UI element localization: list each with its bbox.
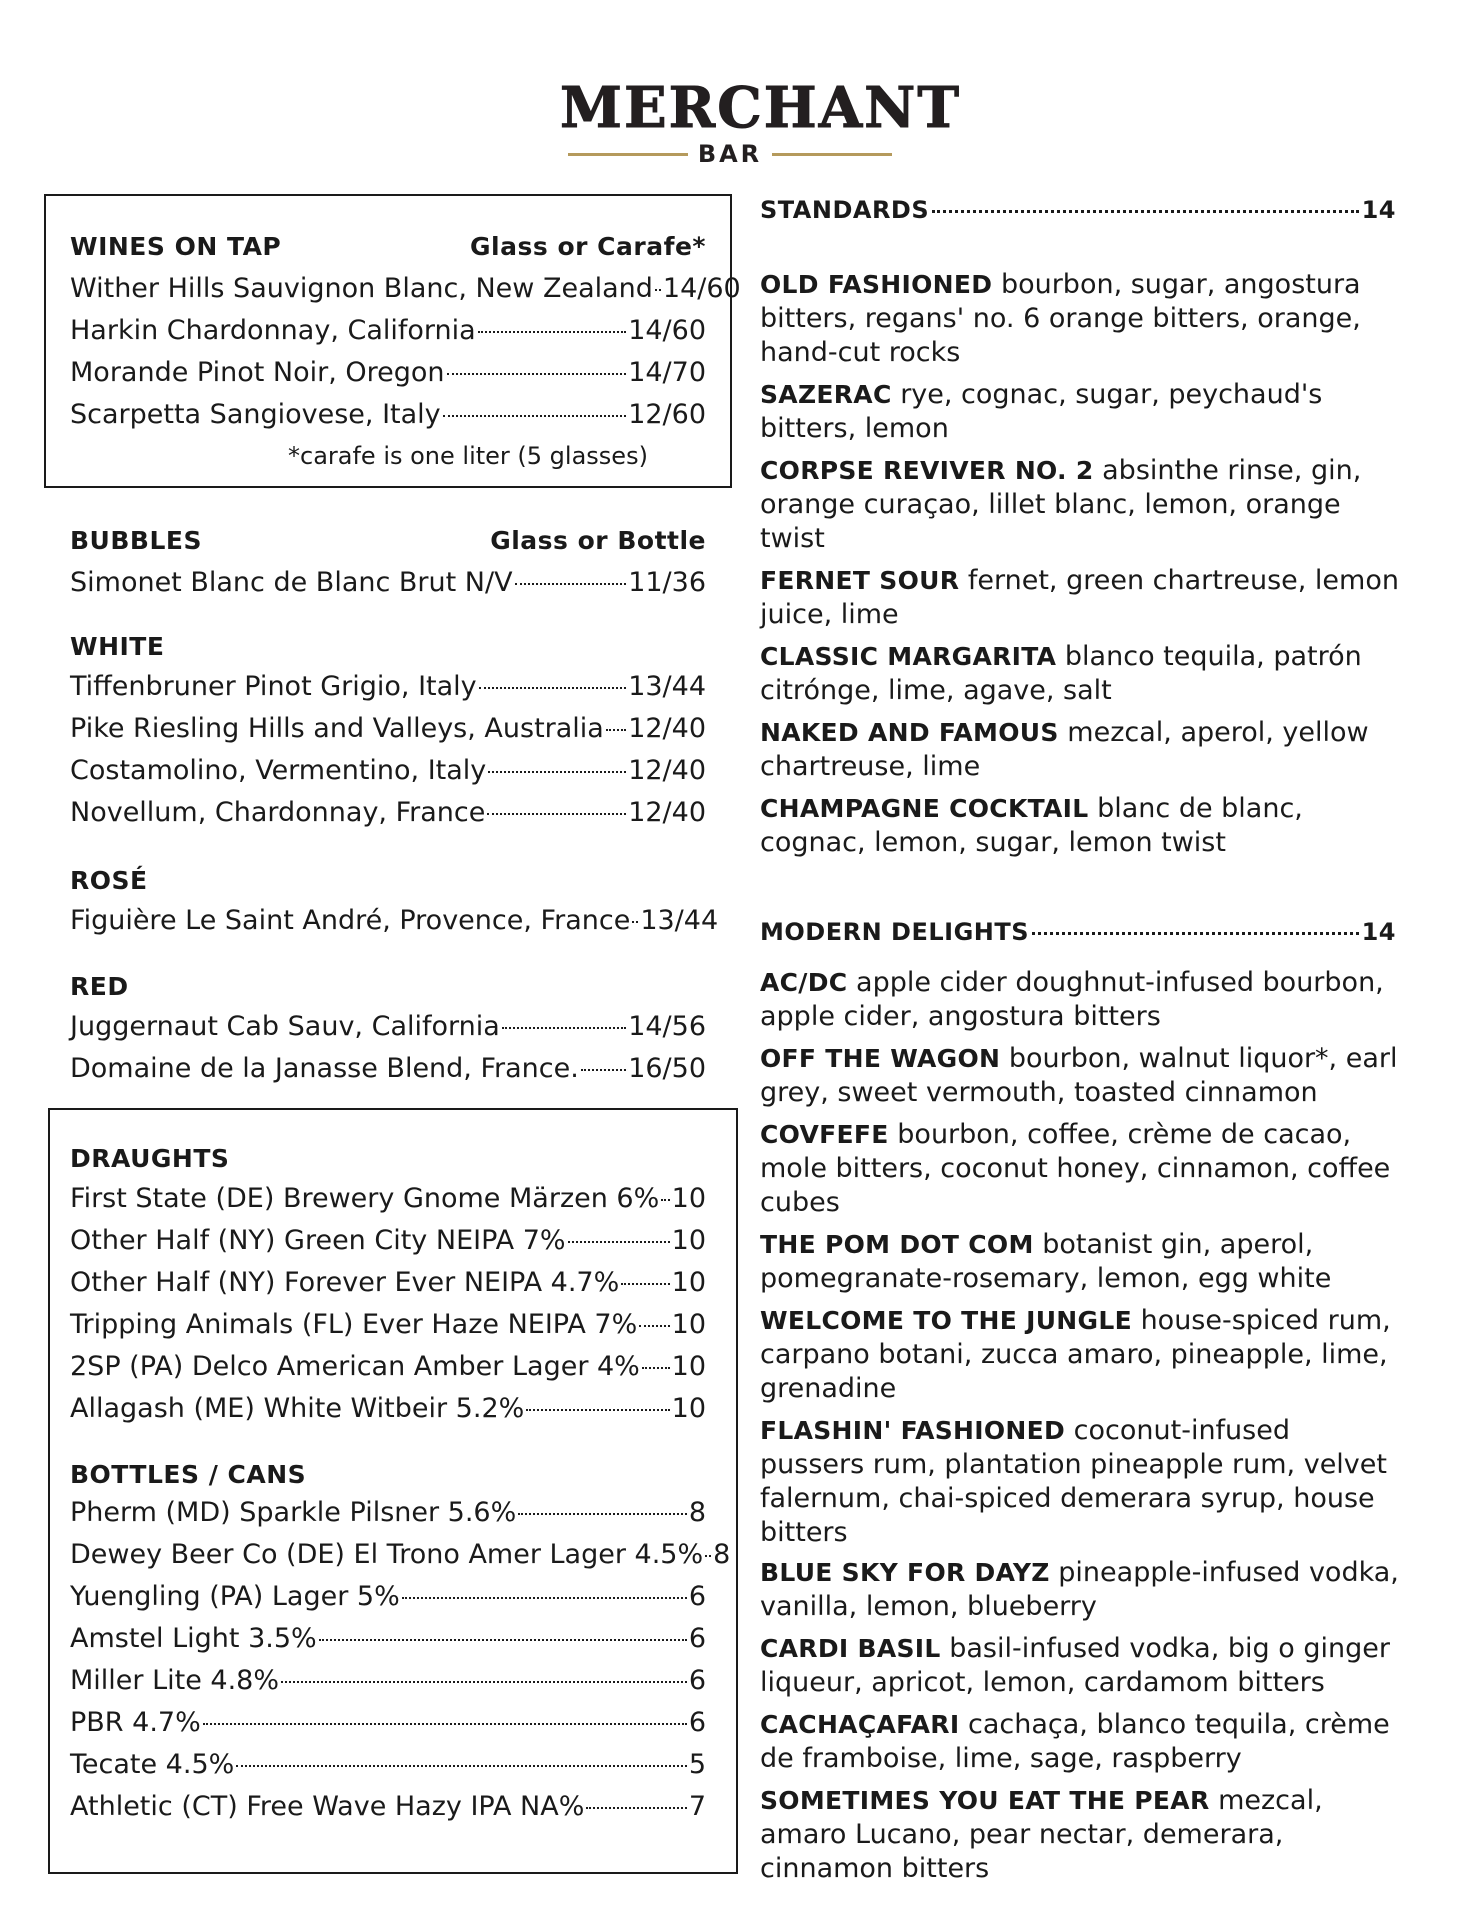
item-price: 14/60 xyxy=(628,315,706,346)
section-title: ROSÉ xyxy=(70,866,148,895)
wine-item xyxy=(70,398,706,432)
leader-dots xyxy=(606,729,626,731)
wine-item xyxy=(70,272,741,306)
beer-item xyxy=(70,1308,706,1342)
section-subtitle: Glass or Bottle xyxy=(490,526,706,555)
item-name: Scarpetta Sangiovese, Italy xyxy=(70,399,441,430)
leader-dots xyxy=(487,813,626,815)
item-name: Allagash (ME) White Witbeir 5.2% xyxy=(70,1393,525,1424)
wine-item xyxy=(70,712,706,746)
item-price: 10 xyxy=(671,1267,706,1298)
drink-desc: pineapple-infused vodka, vanilla, lemon, blueberry xyxy=(760,1557,1399,1622)
drink-name: THE POM DOT COM xyxy=(760,1230,1034,1259)
white-heading xyxy=(70,632,706,661)
drink-name: CORPSE REVIVER NO. 2 xyxy=(760,456,1094,485)
cocktail-item xyxy=(760,1042,1400,1110)
section-title: BOTTLES / CANS xyxy=(70,1460,307,1489)
bottles-heading xyxy=(70,1460,706,1489)
bubbles-heading xyxy=(70,526,706,555)
beer-item xyxy=(70,1538,731,1572)
wines-on-tap-heading xyxy=(70,232,706,261)
drink-desc: cachaça, blanco tequila, crème de framboise, lime, sage, raspberry xyxy=(760,1709,1390,1774)
cocktail-item xyxy=(760,1414,1400,1550)
beer-item xyxy=(70,1790,706,1824)
leader-dots xyxy=(526,1409,669,1411)
leader-dots xyxy=(319,1639,687,1641)
item-price: 6 xyxy=(688,1707,706,1738)
drink-name: SOMETIMES YOU EAT THE PEAR xyxy=(760,1786,1210,1815)
item-price: 6 xyxy=(688,1665,706,1696)
item-name: Morande Pinot Noir, Oregon xyxy=(70,357,445,388)
cocktail-item xyxy=(760,1118,1400,1220)
draughts-heading xyxy=(70,1144,706,1173)
item-price: 12/60 xyxy=(628,399,706,430)
leader-dots xyxy=(502,1027,626,1029)
item-name: Dewey Beer Co (DE) El Trono Amer Lager 4.5% xyxy=(70,1539,704,1570)
beer-item xyxy=(70,1622,706,1656)
cocktail-item xyxy=(760,454,1400,556)
drink-name: CHAMPAGNE COCKTAIL xyxy=(760,794,1089,823)
drink-name: COVFEFE xyxy=(760,1120,889,1149)
item-name: Athletic (CT) Free Wave Hazy IPA NA% xyxy=(70,1791,585,1822)
drink-desc: bourbon, walnut liquor*, earl grey, sweet vermouth, toasted cinnamon xyxy=(760,1043,1398,1108)
leader-dots xyxy=(621,1283,669,1285)
item-name: Juggernaut Cab Sauv, California xyxy=(70,1011,500,1042)
item-price: 10 xyxy=(671,1393,706,1424)
item-price: 14/60 xyxy=(662,273,741,304)
leader-dots xyxy=(661,1199,669,1201)
item-name: Novellum, Chardonnay, France xyxy=(70,797,486,828)
beer-item xyxy=(70,1182,706,1216)
item-price: 8 xyxy=(713,1539,731,1570)
item-price: 12/40 xyxy=(628,713,706,744)
item-name: Yuengling (PA) Lager 5% xyxy=(70,1581,400,1612)
item-name: Tripping Animals (FL) Ever Haze NEIPA 7% xyxy=(70,1309,638,1340)
beer-item xyxy=(70,1496,706,1530)
drink-desc: absinthe rinse, gin, orange curaçao, lillet blanc, lemon, orange twist xyxy=(760,455,1362,554)
item-price: 10 xyxy=(671,1309,706,1340)
wine-item xyxy=(70,314,706,348)
item-name: Simonet Blanc de Blanc Brut N/V xyxy=(70,567,513,598)
wine-item xyxy=(70,904,719,938)
cocktail-item xyxy=(760,792,1400,860)
drink-desc: blanco tequila, patrón citrónge, lime, agave, salt xyxy=(760,641,1362,706)
item-name: Tiffenbruner Pinot Grigio, Italy xyxy=(70,671,477,702)
section-title: MODERN DELIGHTS xyxy=(760,918,1030,946)
drink-desc: bourbon, sugar, angostura bitters, regans' no. 6 orange bitters, orange, hand-cut rocks xyxy=(760,269,1361,368)
wine-item xyxy=(70,356,706,390)
item-name: Wither Hills Sauvignon Blanc, New Zealand xyxy=(70,273,653,304)
item-name: Costamolino, Vermentino, Italy xyxy=(70,755,487,786)
drink-desc: mezcal, amaro Lucano, pear nectar, demerara, cinnamon bitters xyxy=(760,1785,1323,1884)
logo-subtitle: BAR xyxy=(697,140,763,168)
section-subtitle: Glass or Carafe* xyxy=(470,232,706,261)
drink-name: SAZERAC xyxy=(760,380,892,409)
wine-item xyxy=(70,1010,706,1044)
beer-item xyxy=(70,1350,706,1384)
item-name: Domaine de la Janasse Blend, France. xyxy=(70,1053,579,1084)
leader-dots xyxy=(515,583,627,585)
item-name: 2SP (PA) Delco American Amber Lager 4% xyxy=(70,1351,640,1382)
section-title: WHITE xyxy=(70,632,165,661)
drink-desc: bourbon, coffee, crème de cacao, mole bitters, coconut honey, cinnamon, coffee cubes xyxy=(760,1119,1391,1218)
item-price: 7 xyxy=(688,1791,706,1822)
beer-item xyxy=(70,1664,706,1698)
leader-dots xyxy=(478,331,626,333)
leader-dots xyxy=(447,373,627,375)
section-price: 14 xyxy=(1361,196,1396,224)
leader-dots xyxy=(586,1807,686,1809)
drink-desc: coconut-infused pussers rum, plantation pineapple rum, velvet falernum, chai-spiced demerara syrup, house bitters xyxy=(760,1415,1387,1548)
item-name: Miller Lite 4.8% xyxy=(70,1665,280,1696)
cocktail-item xyxy=(760,716,1400,784)
item-name: Pherm (MD) Sparkle Pilsner 5.6% xyxy=(70,1497,517,1528)
item-name: Figuière Le Saint André, Provence, France xyxy=(70,905,631,936)
cocktail-item xyxy=(760,1708,1400,1776)
drink-name: OLD FASHIONED xyxy=(760,270,993,299)
drink-name: CLASSIC MARGARITA xyxy=(760,642,1057,671)
leader-dots xyxy=(568,1241,670,1243)
leader-dots xyxy=(655,289,661,291)
red-heading xyxy=(70,972,706,1001)
cocktail-item xyxy=(760,966,1400,1034)
cocktail-item xyxy=(760,640,1400,708)
wine-item xyxy=(70,1052,706,1086)
drink-name: FLASHIN' FASHIONED xyxy=(760,1416,1066,1445)
item-name: Amstel Light 3.5% xyxy=(70,1623,317,1654)
drink-desc: fernet, green chartreuse, lemon juice, lime xyxy=(760,565,1399,630)
item-price: 12/40 xyxy=(628,797,706,828)
item-price: 12/40 xyxy=(628,755,706,786)
section-title: WINES ON TAP xyxy=(70,232,282,261)
rose-heading xyxy=(70,866,706,895)
merchant-bar-logo xyxy=(560,75,961,168)
item-name: Tecate 4.5% xyxy=(70,1749,235,1780)
cocktail-item xyxy=(760,564,1400,632)
drink-name: WELCOME TO THE JUNGLE xyxy=(760,1306,1132,1335)
drink-name: NAKED AND FAMOUS xyxy=(760,718,1059,747)
drink-name: AC/DC xyxy=(760,968,848,997)
section-title: BUBBLES xyxy=(70,526,202,555)
leader-dots xyxy=(479,687,627,689)
drink-desc: mezcal, aperol, yellow chartreuse, lime xyxy=(760,717,1369,782)
item-price: 10 xyxy=(671,1351,706,1382)
wine-item xyxy=(70,566,706,600)
cocktail-item xyxy=(760,1228,1400,1296)
leader-dots xyxy=(402,1597,687,1599)
drink-desc: basil-infused vodka, big o ginger liqueur, apricot, lemon, cardamom bitters xyxy=(760,1633,1390,1698)
leader-dots xyxy=(932,210,1358,213)
leader-dots xyxy=(642,1367,670,1369)
item-price: 10 xyxy=(671,1183,706,1214)
beer-item xyxy=(70,1224,706,1258)
item-price: 8 xyxy=(688,1497,706,1528)
item-price: 6 xyxy=(688,1581,706,1612)
logo-subtitle-row xyxy=(560,140,900,168)
carafe-note: *carafe is one liter (5 glasses) xyxy=(288,442,648,470)
drink-desc: apple cider doughnut-infused bourbon, apple cider, angostura bitters xyxy=(760,967,1384,1032)
leader-dots xyxy=(236,1765,687,1767)
drink-name: FERNET SOUR xyxy=(760,566,960,595)
section-title: DRAUGHTS xyxy=(70,1144,230,1173)
leader-dots xyxy=(203,1723,687,1725)
item-price: 5 xyxy=(688,1749,706,1780)
drink-name: BLUE SKY FOR DAYZ xyxy=(760,1558,1050,1587)
item-name: Harkin Chardonnay, California xyxy=(70,315,476,346)
beer-item xyxy=(70,1748,706,1782)
item-name: PBR 4.7% xyxy=(70,1707,201,1738)
drink-desc: botanist gin, aperol, pomegranate-rosemary, lemon, egg white xyxy=(760,1229,1332,1294)
item-price: 14/56 xyxy=(628,1011,706,1042)
wine-item xyxy=(70,754,706,788)
cocktail-item xyxy=(760,1632,1400,1700)
item-price: 16/50 xyxy=(628,1053,706,1084)
item-name: Other Half (NY) Forever Ever NEIPA 4.7% xyxy=(70,1267,620,1298)
cocktail-item xyxy=(760,1556,1400,1624)
standards-heading xyxy=(760,196,1396,224)
leader-dots xyxy=(632,921,638,923)
leader-dots xyxy=(518,1513,687,1515)
leader-dots xyxy=(1032,932,1359,935)
drink-name: CACHAÇAFARI xyxy=(760,1710,960,1739)
beer-item xyxy=(70,1392,706,1426)
item-price: 14/70 xyxy=(628,357,706,388)
cocktail-item xyxy=(760,378,1400,446)
logo-rule-right xyxy=(772,153,892,156)
logo-title: MERCHANT xyxy=(560,75,961,141)
leader-dots xyxy=(281,1681,687,1683)
item-name: Other Half (NY) Green City NEIPA 7% xyxy=(70,1225,566,1256)
wine-item xyxy=(70,670,706,704)
modern-delights-heading xyxy=(760,918,1396,946)
leader-dots xyxy=(581,1069,626,1071)
section-title: STANDARDS xyxy=(760,196,930,224)
item-price: 13/44 xyxy=(628,671,706,702)
logo-rule-left xyxy=(568,153,688,156)
wine-item xyxy=(70,796,706,830)
beer-item xyxy=(70,1706,706,1740)
section-title: RED xyxy=(70,972,129,1001)
drink-name: CARDI BASIL xyxy=(760,1634,941,1663)
beer-item xyxy=(70,1580,706,1614)
drink-desc: rye, cognac, sugar, peychaud's bitters, lemon xyxy=(760,379,1323,444)
leader-dots xyxy=(488,771,626,773)
cocktail-item xyxy=(760,268,1400,370)
beer-item xyxy=(70,1266,706,1300)
section-price: 14 xyxy=(1361,918,1396,946)
drink-desc: house-spiced rum, carpano botani, zucca amaro, pineapple, lime, grenadine xyxy=(760,1305,1391,1404)
drink-desc: blanc de blanc, cognac, lemon, sugar, lemon twist xyxy=(760,793,1303,858)
cocktail-item xyxy=(760,1784,1400,1886)
item-price: 13/44 xyxy=(640,905,719,936)
leader-dots xyxy=(639,1325,669,1327)
item-price: 10 xyxy=(671,1225,706,1256)
item-name: First State (DE) Brewery Gnome Märzen 6% xyxy=(70,1183,660,1214)
item-name: Pike Riesling Hills and Valleys, Australia xyxy=(70,713,604,744)
item-price: 6 xyxy=(688,1623,706,1654)
leader-dots xyxy=(443,415,627,417)
cocktail-item xyxy=(760,1304,1400,1406)
item-price: 11/36 xyxy=(628,567,706,598)
leader-dots xyxy=(705,1555,711,1557)
drink-name: OFF THE WAGON xyxy=(760,1044,1001,1073)
